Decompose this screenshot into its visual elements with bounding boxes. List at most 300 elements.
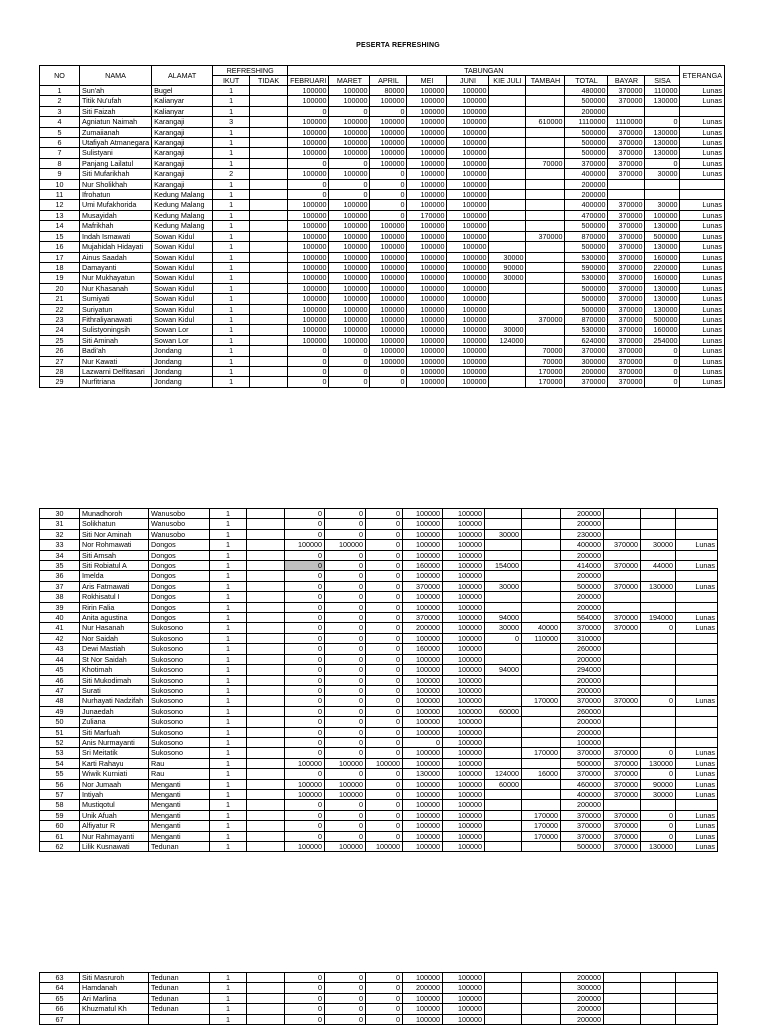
table-row <box>40 377 725 387</box>
cell-nama: Mujahidah Hidayati <box>80 242 152 252</box>
cell-ikut: 1 <box>210 789 247 799</box>
cell-bayar <box>604 717 641 727</box>
cell-apr: 0 <box>370 179 407 189</box>
cell-ket <box>676 654 718 664</box>
cell-bayar: 370000 <box>608 283 645 293</box>
cell-ikut: 1 <box>210 1014 247 1024</box>
cell-mar: 0 <box>325 675 366 685</box>
cell-tambah <box>522 529 561 539</box>
cell-apr: 100000 <box>370 252 407 262</box>
cell-tidak <box>247 810 285 820</box>
cell-apr: 0 <box>366 973 403 983</box>
cell-no: 50 <box>40 717 80 727</box>
cell-ket: Lunas <box>676 748 718 758</box>
cell-alamat: Sowan Kidul <box>152 283 213 293</box>
cell-jun: 100000 <box>443 685 485 695</box>
cell-bayar: 370000 <box>608 314 645 324</box>
cell-bayar: 370000 <box>604 696 641 706</box>
cell-no: 65 <box>40 993 80 1003</box>
cell-alamat: Kalianyar <box>152 106 213 116</box>
cell-ikut: 1 <box>213 356 250 366</box>
table-row <box>40 758 718 768</box>
cell-bayar <box>604 685 641 695</box>
cell-bayar: 370000 <box>604 748 641 758</box>
cell-feb: 0 <box>288 346 329 356</box>
cell-bayar <box>604 644 641 654</box>
cell-sisa: 0 <box>645 158 680 168</box>
cell-jun: 100000 <box>447 169 489 179</box>
cell-no: 41 <box>40 623 80 633</box>
cell-mar: 0 <box>325 748 366 758</box>
cell-no: 57 <box>40 789 80 799</box>
cell-mei: 100000 <box>403 592 443 602</box>
cell-feb: 100000 <box>288 231 329 241</box>
cell-alamat: Kedung Malang <box>152 221 213 231</box>
cell-tidak <box>250 314 288 324</box>
cell-mar: 0 <box>325 831 366 841</box>
cell-bayar: 370000 <box>604 789 641 799</box>
cell-feb: 100000 <box>288 210 329 220</box>
cell-ikut: 1 <box>210 737 247 747</box>
cell-nama: Suriyatun <box>80 304 152 314</box>
cell-tambah: 170000 <box>526 377 565 387</box>
cell-total: 370000 <box>561 748 604 758</box>
cell-alamat: Bugel <box>152 86 213 96</box>
cell-alamat: Dongos <box>149 613 210 623</box>
cell-feb: 0 <box>285 623 325 633</box>
cell-jul: 94000 <box>485 665 522 675</box>
cell-nama: Nur Rahmayanti <box>80 831 149 841</box>
col-header-tambah: TAMBAH <box>526 76 565 86</box>
cell-mei: 100000 <box>407 127 447 137</box>
cell-ket: Lunas <box>680 346 725 356</box>
cell-sisa <box>641 665 676 675</box>
cell-sisa: 130000 <box>641 758 676 768</box>
cell-feb: 100000 <box>288 169 329 179</box>
cell-bayar: 370000 <box>608 169 645 179</box>
cell-feb: 0 <box>285 800 325 810</box>
cell-sisa: 130000 <box>645 304 680 314</box>
cell-ket: Lunas <box>676 758 718 768</box>
cell-apr: 0 <box>366 779 403 789</box>
cell-total: 370000 <box>561 696 604 706</box>
cell-alamat: Dongos <box>149 602 210 612</box>
cell-total: 1110000 <box>565 117 608 127</box>
cell-ikut: 1 <box>210 613 247 623</box>
cell-tambah <box>526 252 565 262</box>
cell-total: 200000 <box>565 366 608 376</box>
cell-no: 42 <box>40 633 80 643</box>
cell-tidak <box>250 335 288 345</box>
cell-jun: 100000 <box>447 356 489 366</box>
cell-feb: 0 <box>285 581 325 591</box>
cell-nama: Siti Masruroh <box>80 973 149 983</box>
cell-no: 40 <box>40 613 80 623</box>
cell-total: 200000 <box>561 509 604 519</box>
cell-sisa: 130000 <box>645 283 680 293</box>
cell-jun: 100000 <box>447 377 489 387</box>
cell-sisa: 160000 <box>645 325 680 335</box>
col-header-mei: MEI <box>407 76 447 86</box>
cell-jul <box>489 283 526 293</box>
cell-sisa: 0 <box>641 748 676 758</box>
cell-tidak <box>247 800 285 810</box>
cell-sisa: 500000 <box>645 231 680 241</box>
cell-mar: 100000 <box>325 842 366 852</box>
cell-tidak <box>247 633 285 643</box>
table-row <box>40 509 718 519</box>
cell-ikut: 1 <box>210 748 247 758</box>
cell-no: 58 <box>40 800 80 810</box>
cell-tidak <box>250 304 288 314</box>
cell-tidak <box>247 1004 285 1014</box>
cell-ikut: 1 <box>213 179 250 189</box>
cell-jul <box>485 737 522 747</box>
cell-tambah <box>522 581 561 591</box>
cell-jun: 100000 <box>447 190 489 200</box>
cell-apr: 0 <box>370 366 407 376</box>
cell-alamat: Jondang <box>152 356 213 366</box>
cell-alamat: Menganti <box>149 831 210 841</box>
cell-ket: Lunas <box>680 366 725 376</box>
cell-nama: Munadhoroh <box>80 509 149 519</box>
cell-total: 414000 <box>561 561 604 571</box>
cell-no: 47 <box>40 685 80 695</box>
cell-bayar <box>604 993 641 1003</box>
cell-sisa <box>641 633 676 643</box>
cell-mei: 100000 <box>407 117 447 127</box>
cell-ket: Lunas <box>676 540 718 550</box>
cell-no: 54 <box>40 758 80 768</box>
cell-tidak <box>250 346 288 356</box>
cell-alamat: Karangaji <box>152 117 213 127</box>
cell-alamat: Tedunan <box>149 1004 210 1014</box>
col-header-ikut: IKUT <box>213 76 250 86</box>
cell-ikut: 1 <box>210 561 247 571</box>
cell-bayar <box>604 1004 641 1014</box>
cell-ikut: 1 <box>210 540 247 550</box>
cell-tambah: 110000 <box>522 633 561 643</box>
cell-no: 7 <box>40 148 80 158</box>
cell-ikut: 1 <box>210 983 247 993</box>
cell-mei: 100000 <box>407 169 447 179</box>
cell-jun: 100000 <box>447 96 489 106</box>
cell-mar: 100000 <box>329 148 370 158</box>
cell-apr: 100000 <box>370 117 407 127</box>
table-row <box>40 581 718 591</box>
cell-apr: 100000 <box>370 294 407 304</box>
cell-bayar: 1110000 <box>608 117 645 127</box>
cell-mar: 100000 <box>329 325 370 335</box>
cell-bayar <box>604 983 641 993</box>
cell-mei: 100000 <box>407 242 447 252</box>
cell-tidak <box>247 717 285 727</box>
cell-ikut: 1 <box>213 346 250 356</box>
cell-mei: 100000 <box>407 366 447 376</box>
cell-ikut: 1 <box>213 96 250 106</box>
cell-tambah: 16000 <box>522 769 561 779</box>
cell-ket: Lunas <box>676 696 718 706</box>
table-row <box>40 96 725 106</box>
cell-mei: 100000 <box>403 602 443 612</box>
cell-jun: 100000 <box>447 210 489 220</box>
cell-tambah <box>526 127 565 137</box>
cell-alamat: Karangaji <box>152 179 213 189</box>
cell-apr: 0 <box>366 821 403 831</box>
cell-mei: 100000 <box>407 96 447 106</box>
cell-ikut: 1 <box>210 623 247 633</box>
cell-alamat: Karangaji <box>152 158 213 168</box>
cell-tidak <box>250 221 288 231</box>
cell-jul <box>489 117 526 127</box>
table-row <box>40 633 718 643</box>
cell-ket: Lunas <box>676 831 718 841</box>
cell-tambah <box>526 242 565 252</box>
table-row <box>40 613 718 623</box>
cell-ket: Lunas <box>680 96 725 106</box>
cell-jun: 100000 <box>443 727 485 737</box>
cell-mei: 100000 <box>407 325 447 335</box>
cell-mei: 100000 <box>403 993 443 1003</box>
cell-jun: 100000 <box>443 550 485 560</box>
cell-no: 60 <box>40 821 80 831</box>
cell-mar: 100000 <box>325 779 366 789</box>
cell-nama: Lilik Kusnawati <box>80 842 149 852</box>
cell-no: 10 <box>40 179 80 189</box>
cell-total: 500000 <box>565 294 608 304</box>
cell-sisa <box>641 509 676 519</box>
cell-jun: 100000 <box>443 779 485 789</box>
cell-tidak <box>250 231 288 241</box>
cell-feb: 100000 <box>285 758 325 768</box>
cell-apr: 100000 <box>370 273 407 283</box>
cell-tambah <box>526 169 565 179</box>
cell-mei: 200000 <box>403 983 443 993</box>
cell-ikut: 1 <box>210 696 247 706</box>
table-row <box>40 273 725 283</box>
cell-total: 500000 <box>565 283 608 293</box>
cell-nama: Siti Mukodimah <box>80 675 149 685</box>
cell-ket <box>676 602 718 612</box>
cell-alamat: Sukosono <box>149 675 210 685</box>
cell-jul: 124000 <box>489 335 526 345</box>
cell-feb: 0 <box>285 727 325 737</box>
cell-feb: 0 <box>285 644 325 654</box>
cell-bayar: 370000 <box>604 581 641 591</box>
cell-bayar: 370000 <box>608 262 645 272</box>
cell-ket <box>680 106 725 116</box>
cell-tambah <box>522 571 561 581</box>
cell-no: 64 <box>40 983 80 993</box>
cell-alamat: Wanusobo <box>149 519 210 529</box>
cell-apr: 100000 <box>370 304 407 314</box>
cell-jun: 100000 <box>443 706 485 716</box>
cell-feb: 100000 <box>288 294 329 304</box>
cell-ket: Lunas <box>676 789 718 799</box>
cell-jul: 60000 <box>485 779 522 789</box>
cell-feb: 0 <box>285 550 325 560</box>
cell-sisa <box>645 179 680 189</box>
cell-no: 1 <box>40 86 80 96</box>
cell-total: 200000 <box>561 654 604 664</box>
cell-bayar <box>608 179 645 189</box>
cell-alamat: Sukosono <box>149 654 210 664</box>
cell-total: 200000 <box>561 1004 604 1014</box>
cell-feb: 100000 <box>288 273 329 283</box>
cell-sisa: 0 <box>641 831 676 841</box>
cell-mei: 100000 <box>407 252 447 262</box>
cell-sisa: 30000 <box>641 789 676 799</box>
cell-total: 200000 <box>565 106 608 116</box>
table-row <box>40 179 725 189</box>
cell-alamat: Sukosono <box>149 727 210 737</box>
cell-no: 67 <box>40 1014 80 1024</box>
cell-total: 400000 <box>565 200 608 210</box>
cell-mar: 0 <box>325 685 366 695</box>
cell-jul <box>489 221 526 231</box>
cell-tidak <box>250 96 288 106</box>
cell-jul <box>489 231 526 241</box>
cell-total: 370000 <box>561 831 604 841</box>
cell-no: 30 <box>40 509 80 519</box>
table-row <box>40 654 718 664</box>
cell-sisa: 130000 <box>645 242 680 252</box>
cell-apr: 100000 <box>370 314 407 324</box>
table-row <box>40 138 725 148</box>
cell-sisa: 220000 <box>645 262 680 272</box>
cell-feb: 0 <box>285 993 325 1003</box>
cell-ikut: 1 <box>210 581 247 591</box>
cell-apr: 0 <box>370 106 407 116</box>
table-row <box>40 252 725 262</box>
cell-ket: Lunas <box>680 273 725 283</box>
cell-alamat: Sowan Kidul <box>152 252 213 262</box>
participants-table-part-3 <box>39 972 718 1025</box>
cell-apr: 100000 <box>370 325 407 335</box>
cell-jun: 100000 <box>447 242 489 252</box>
col-header-februari: FEBRUARI <box>288 76 329 86</box>
cell-tidak <box>247 789 285 799</box>
cell-no: 44 <box>40 654 80 664</box>
cell-mei: 160000 <box>403 644 443 654</box>
cell-no: 49 <box>40 706 80 716</box>
cell-mei: 100000 <box>407 262 447 272</box>
cell-ikut: 1 <box>213 273 250 283</box>
table-row <box>40 200 725 210</box>
cell-feb: 100000 <box>288 148 329 158</box>
cell-jul <box>485 540 522 550</box>
cell-sisa <box>641 800 676 810</box>
cell-ket <box>676 529 718 539</box>
cell-alamat: Sukosono <box>149 717 210 727</box>
cell-jun: 100000 <box>447 86 489 96</box>
cell-jun: 100000 <box>447 273 489 283</box>
cell-no: 20 <box>40 283 80 293</box>
cell-ikut: 1 <box>210 675 247 685</box>
cell-total: 870000 <box>565 231 608 241</box>
cell-apr: 0 <box>366 581 403 591</box>
cell-feb: 100000 <box>288 96 329 106</box>
cell-feb: 100000 <box>288 314 329 324</box>
cell-alamat: Menganti <box>149 810 210 820</box>
cell-mei: 100000 <box>403 973 443 983</box>
cell-nama: Surati <box>80 685 149 695</box>
cell-feb: 0 <box>285 810 325 820</box>
cell-feb: 0 <box>285 748 325 758</box>
cell-alamat: Dongos <box>149 581 210 591</box>
cell-tidak <box>247 758 285 768</box>
cell-jul: 90000 <box>489 262 526 272</box>
cell-apr: 0 <box>366 633 403 643</box>
cell-mei: 100000 <box>403 550 443 560</box>
cell-feb: 100000 <box>288 304 329 314</box>
cell-nama: Nur Hasanah <box>80 623 149 633</box>
cell-mar: 0 <box>325 654 366 664</box>
cell-tidak <box>247 769 285 779</box>
cell-tambah <box>522 983 561 993</box>
cell-total: 260000 <box>561 644 604 654</box>
cell-alamat: Sowan Lor <box>152 325 213 335</box>
cell-no: 52 <box>40 737 80 747</box>
cell-bayar: 370000 <box>608 252 645 262</box>
cell-jul <box>489 158 526 168</box>
cell-alamat: Dongos <box>149 561 210 571</box>
cell-no: 14 <box>40 221 80 231</box>
cell-no: 34 <box>40 550 80 560</box>
cell-bayar: 370000 <box>608 231 645 241</box>
cell-jun: 100000 <box>443 509 485 519</box>
cell-tambah <box>526 179 565 189</box>
cell-ket: Lunas <box>680 335 725 345</box>
cell-mar: 0 <box>325 592 366 602</box>
cell-apr: 0 <box>366 675 403 685</box>
cell-nama: Musayidah <box>80 210 152 220</box>
table-row <box>40 366 725 376</box>
cell-tambah <box>526 283 565 293</box>
cell-tambah <box>522 675 561 685</box>
cell-ket: Lunas <box>680 221 725 231</box>
cell-alamat: Sowan Kidul <box>152 314 213 324</box>
cell-feb: 0 <box>285 561 325 571</box>
cell-alamat: Dongos <box>149 571 210 581</box>
cell-alamat: Sowan Kidul <box>152 294 213 304</box>
cell-nama: Damayanti <box>80 262 152 272</box>
cell-tidak <box>250 273 288 283</box>
cell-jun: 100000 <box>447 325 489 335</box>
cell-jul <box>485 675 522 685</box>
cell-no: 22 <box>40 304 80 314</box>
cell-no: 24 <box>40 325 80 335</box>
cell-nama: Fithraliyanawati <box>80 314 152 324</box>
cell-ikut: 1 <box>210 665 247 675</box>
col-header-total: TOTAL <box>565 76 608 86</box>
cell-mar: 0 <box>325 613 366 623</box>
cell-total: 200000 <box>561 1014 604 1024</box>
cell-tambah: 70000 <box>526 356 565 366</box>
cell-sisa: 0 <box>641 623 676 633</box>
cell-nama: Siti Nor Aminah <box>80 529 149 539</box>
cell-ket <box>676 717 718 727</box>
cell-sisa: 0 <box>641 769 676 779</box>
cell-mei: 100000 <box>403 1014 443 1024</box>
cell-mei: 100000 <box>403 821 443 831</box>
cell-ikut: 1 <box>210 706 247 716</box>
cell-mei: 100000 <box>403 685 443 695</box>
col-header-kie-juli: KIE JULI <box>489 76 526 86</box>
cell-tambah: 610000 <box>526 117 565 127</box>
cell-jun: 100000 <box>447 200 489 210</box>
cell-feb: 100000 <box>288 127 329 137</box>
